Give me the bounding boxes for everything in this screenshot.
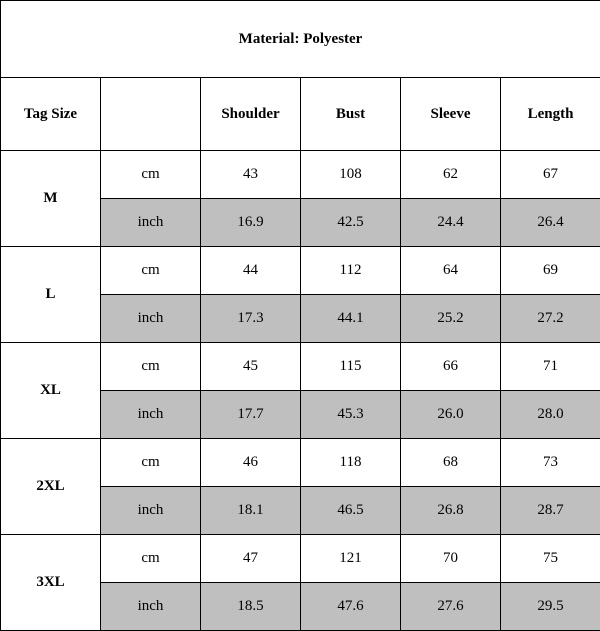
cell-bust-inch: 46.5 <box>301 487 401 535</box>
cell-bust-inch: 44.1 <box>301 295 401 343</box>
table-row <box>1 535 600 583</box>
cell-bust-cm: 108 <box>301 151 401 199</box>
cell-bust-cm: 121 <box>301 535 401 583</box>
unit-cm: cm <box>101 535 201 583</box>
cell-length-cm: 67 <box>501 151 600 199</box>
cell-length-cm: 69 <box>501 247 600 295</box>
header-row <box>1 78 600 151</box>
size-label-xl: XL <box>1 343 101 439</box>
size-label-l: L <box>1 247 101 343</box>
unit-inch: inch <box>101 295 201 343</box>
cell-length-inch: 28.7 <box>501 487 600 535</box>
header-bust: Bust <box>301 78 401 151</box>
cell-shoulder-inch: 17.7 <box>201 391 301 439</box>
cell-length-cm: 73 <box>501 439 600 487</box>
cell-shoulder-inch: 18.5 <box>201 583 301 631</box>
cell-shoulder-cm: 43 <box>201 151 301 199</box>
unit-inch: inch <box>101 391 201 439</box>
size-label-m: M <box>1 151 101 247</box>
cell-sleeve-cm: 66 <box>401 343 501 391</box>
cell-bust-inch: 47.6 <box>301 583 401 631</box>
table-row <box>1 247 600 295</box>
size-label-2xl: 2XL <box>1 439 101 535</box>
cell-shoulder-inch: 16.9 <box>201 199 301 247</box>
header-unit-blank <box>101 78 201 151</box>
table-row <box>1 151 600 199</box>
cell-sleeve-cm: 68 <box>401 439 501 487</box>
cell-sleeve-inch: 24.4 <box>401 199 501 247</box>
cell-shoulder-cm: 46 <box>201 439 301 487</box>
header-length: Length <box>501 78 600 151</box>
unit-inch: inch <box>101 487 201 535</box>
unit-cm: cm <box>101 439 201 487</box>
cell-length-inch: 28.0 <box>501 391 600 439</box>
cell-length-inch: 26.4 <box>501 199 600 247</box>
title-row <box>1 1 600 78</box>
cell-sleeve-inch: 27.6 <box>401 583 501 631</box>
unit-inch: inch <box>101 199 201 247</box>
cell-shoulder-cm: 44 <box>201 247 301 295</box>
cell-bust-inch: 45.3 <box>301 391 401 439</box>
cell-bust-cm: 112 <box>301 247 401 295</box>
cell-bust-cm: 115 <box>301 343 401 391</box>
cell-sleeve-cm: 70 <box>401 535 501 583</box>
size-label-3xl: 3XL <box>1 535 101 631</box>
cell-length-inch: 27.2 <box>501 295 600 343</box>
page-title: Material: Polyester <box>1 1 600 78</box>
cell-length-cm: 71 <box>501 343 600 391</box>
unit-cm: cm <box>101 247 201 295</box>
table-row <box>1 439 600 487</box>
cell-shoulder-inch: 18.1 <box>201 487 301 535</box>
cell-bust-inch: 42.5 <box>301 199 401 247</box>
cell-sleeve-inch: 26.8 <box>401 487 501 535</box>
cell-shoulder-inch: 17.3 <box>201 295 301 343</box>
unit-inch: inch <box>101 583 201 631</box>
cell-sleeve-inch: 25.2 <box>401 295 501 343</box>
table-row <box>1 343 600 391</box>
cell-shoulder-cm: 45 <box>201 343 301 391</box>
cell-sleeve-cm: 64 <box>401 247 501 295</box>
cell-length-inch: 29.5 <box>501 583 600 631</box>
unit-cm: cm <box>101 151 201 199</box>
cell-sleeve-cm: 62 <box>401 151 501 199</box>
header-tag-size: Tag Size <box>1 78 101 151</box>
cell-shoulder-cm: 47 <box>201 535 301 583</box>
cell-bust-cm: 118 <box>301 439 401 487</box>
unit-cm: cm <box>101 343 201 391</box>
header-shoulder: Shoulder <box>201 78 301 151</box>
cell-sleeve-inch: 26.0 <box>401 391 501 439</box>
cell-length-cm: 75 <box>501 535 600 583</box>
header-sleeve: Sleeve <box>401 78 501 151</box>
